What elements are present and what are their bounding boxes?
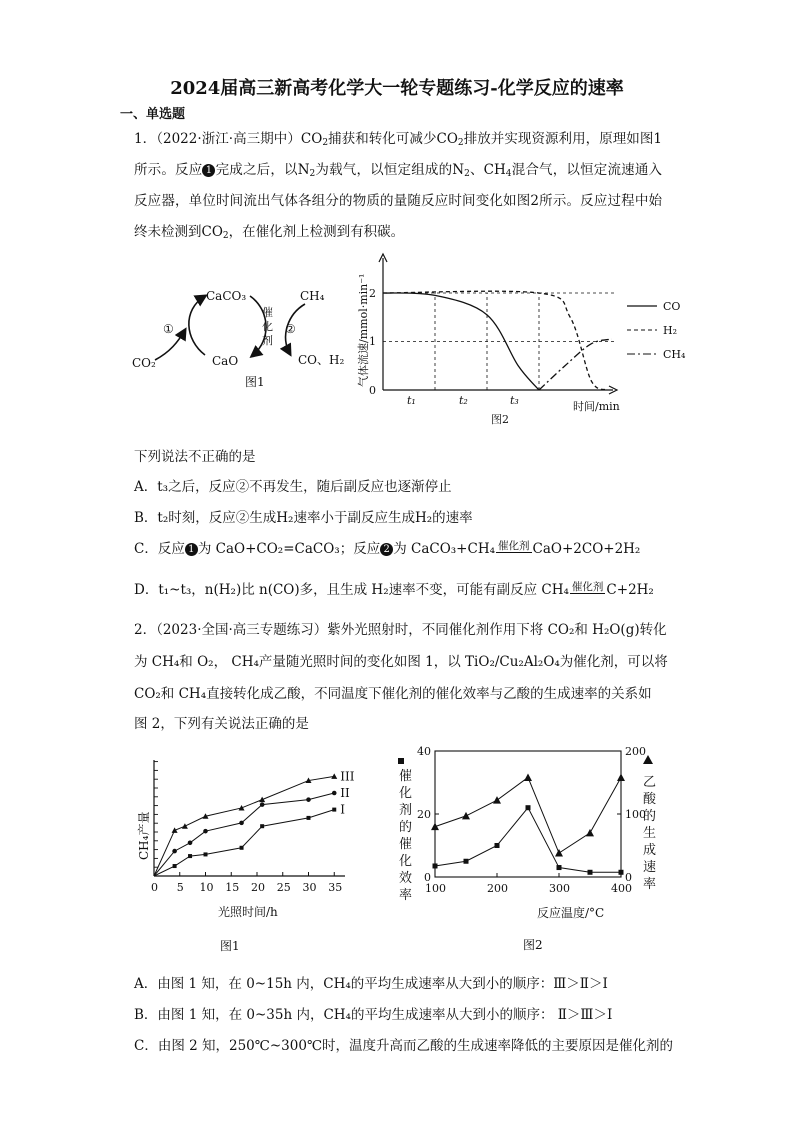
x-tick-label: 5 <box>176 881 184 894</box>
caco3-label: CaCO₃ <box>206 289 247 303</box>
reaction-1-label: ① <box>163 322 174 336</box>
y-left-label-char: 催 <box>399 769 413 784</box>
reaction-2-label: ② <box>285 322 296 336</box>
y-left-label-char: 的 <box>399 820 413 835</box>
q1-option-d[interactable]: D．t₁~t₃，n(H₂)比 n(CO)多，且生成 H₂速率不变，可能有副反应 CH₄ 催化剂 C+2H₂ <box>134 581 654 598</box>
q2-stem-line-1: 2．（2023·全国·高三专题练习）紫外光照射时，不同催化剂作用下将 CO₂和 H₂O(g)转化 <box>134 622 667 638</box>
figure-1-caption: 图1 <box>245 375 265 389</box>
point-marker <box>172 849 177 854</box>
y-left-label-char: 率 <box>399 888 413 903</box>
y-right-label-char: 生 <box>643 826 657 841</box>
square-marker <box>464 859 469 864</box>
legend-co-label: CO <box>663 300 681 313</box>
q1-figure-1 <box>130 280 345 390</box>
y-left-label-char: 化 <box>399 854 413 869</box>
catalyst-char: 化 <box>262 320 273 333</box>
triangle-marker <box>524 773 532 781</box>
x-axis-label: 时间/min <box>573 400 620 413</box>
point-marker <box>203 829 208 834</box>
point-marker <box>173 864 177 868</box>
point-marker <box>332 791 337 796</box>
point-marker <box>260 802 265 807</box>
products-label: CO、H₂ <box>298 353 345 367</box>
cao-label: CaO <box>212 354 239 368</box>
point-marker <box>172 827 178 833</box>
triangle-marker <box>493 796 501 804</box>
q2-figure-2-chart <box>395 742 670 957</box>
point-marker <box>239 821 244 826</box>
point-marker <box>332 808 336 812</box>
q1-option-a[interactable]: A．t₃之后，反应②不再发生，随后副反应也逐渐停止 <box>134 479 452 495</box>
series-line-ii <box>154 793 334 876</box>
y-left-label-char: 剂 <box>399 803 413 818</box>
section-heading: 一、单选题 <box>120 107 186 122</box>
y-left-label-char: 效 <box>399 871 413 886</box>
question-1-ask: 下列说法不正确的是 <box>134 449 256 465</box>
ch4-label: CH₄ <box>300 289 325 303</box>
x-tick-label: 35 <box>328 881 343 894</box>
y-left-tick-label: 40 <box>417 745 431 758</box>
series-line-iii <box>154 776 334 876</box>
x-tick: t₁ <box>407 394 416 407</box>
x-tick-label: 0 <box>151 881 158 894</box>
square-marker <box>495 843 500 848</box>
figure-2-caption: 图2 <box>491 413 509 426</box>
y-right-tick-label: 200 <box>625 745 646 758</box>
y-right-tick-label: 100 <box>625 808 646 821</box>
triangle-marker <box>462 812 470 820</box>
y-tick: 2 <box>369 287 376 300</box>
square-marker <box>588 870 593 875</box>
cycle-arrow-left <box>189 296 205 355</box>
x-tick-label: 25 <box>276 881 291 894</box>
reaction-1-marker: 1 <box>185 543 198 556</box>
point-marker <box>188 841 193 846</box>
square-marker-key <box>398 758 404 764</box>
plot-frame <box>435 751 621 877</box>
x-tick-label: 15 <box>225 881 240 894</box>
figure-1-caption: 图1 <box>220 939 240 953</box>
page-title: 2024届高三新高考化学大一轮专题练习-化学反应的速率 <box>170 78 624 99</box>
y-axis-label: CH₄产量 <box>137 811 151 860</box>
q2-option-a[interactable]: A．由图 1 知，在 0~15h 内，CH₄的平均生成速率从大到小的顺序：Ⅲ＞Ⅱ＞Ⅰ <box>134 976 608 992</box>
x-tick-label: 10 <box>199 881 214 894</box>
square-marker <box>557 865 562 870</box>
y-right-label-char: 的 <box>643 809 657 824</box>
point-marker <box>239 805 245 811</box>
y-left-label-char: 催 <box>399 837 413 852</box>
y-left-tick-label: 0 <box>424 871 431 884</box>
series-label: III <box>340 769 355 784</box>
x-axis-label: 光照时间/h <box>218 905 278 919</box>
q1-figure-2-chart <box>355 252 690 430</box>
q2-option-c[interactable]: C．由图 2 知，250℃~300℃时，温度升高而乙酸的生成速率降低的主要原因是催化剂的 <box>134 1038 674 1054</box>
point-marker <box>182 823 188 829</box>
point-marker <box>260 824 264 828</box>
triangle-marker <box>586 829 594 837</box>
series-label: I <box>340 802 345 817</box>
y-left-tick-label: 20 <box>417 808 431 821</box>
figure-2-caption: 图2 <box>523 938 543 952</box>
question-1-stem: 1．（2022·浙江·高三期中）$CO_2$捕获和转化可减少$CO_2$排放并实现资源利用，原理如图1所示。反应 1 完成之后，以$N_2$为载气，以恒定组成的$N_2$、$CH_4$混合气，以恒定流速通入反应器，单位时间流出气体各组分的物质的量随反应时间变化如图2所示。反应过程中始终未检测到$CO_2$，在催化剂上检测到有积碳。 <box>134 131 663 241</box>
triangle-marker <box>555 849 563 857</box>
point-marker <box>188 854 192 858</box>
point-marker <box>306 797 311 802</box>
reaction-1-marker: 1 <box>202 164 215 177</box>
co2-label: CO₂ <box>132 356 156 370</box>
square-marker <box>619 870 624 875</box>
y-axis-label: 气体流速/mmol·min⁻¹ <box>357 273 370 387</box>
y-right-label-char: 乙 <box>643 775 657 790</box>
catalyst-char: 催 <box>262 306 273 319</box>
point-marker <box>204 852 208 856</box>
triangle-marker <box>617 773 625 781</box>
point-marker <box>307 816 311 820</box>
x-tick-label: 100 <box>425 882 446 895</box>
q2-stem-line-3: CO₂和 CH₄直接转化成乙酸，不同温度下催化剂的催化效率与乙酸的生成速率的关系如 <box>134 686 652 702</box>
y-right-label-char: 率 <box>643 877 657 892</box>
x-axis-label: 反应温度/°C <box>537 906 605 920</box>
x-tick: t₃ <box>510 394 519 407</box>
catalyst-char: 剂 <box>262 334 273 347</box>
x-tick-label: 200 <box>487 882 508 895</box>
y-tick: 0 <box>369 384 376 397</box>
q2-stem-line-2: 为 CH₄和 O₂， CH₄产量随光照时间的变化如图 1，以 TiO₂/Cu₂Al₂O₄为催化剂，可以将 <box>134 654 668 670</box>
q1-option-c[interactable]: C．反应 1 为 CaO+CO₂=CaCO₃；反应 2 为 CaCO₃+CH₄ 催化剂 CaO+2CO+2H₂ <box>134 540 641 557</box>
x-tick-label: 20 <box>251 881 265 894</box>
y-right-label-char: 酸 <box>643 792 657 807</box>
legend-h2-label: H₂ <box>663 324 678 337</box>
series-label: II <box>340 786 350 800</box>
q2-stem-line-4: 图 2，下列有关说法正确的是 <box>134 716 309 732</box>
x-tick-label: 300 <box>549 882 570 895</box>
catalyst-condition: 催化剂 <box>498 540 530 552</box>
catalyst-condition: 催化剂 <box>571 581 604 593</box>
series-line-h2 <box>383 291 607 390</box>
x-tick-label: 400 <box>611 882 632 895</box>
series-line-ch4 <box>539 339 612 390</box>
y-right-label-char: 成 <box>643 843 657 858</box>
x-tick-label: 30 <box>302 881 317 894</box>
y-right-tick-label: 0 <box>625 871 632 884</box>
legend-ch4-label: CH₄ <box>663 348 686 361</box>
point-marker <box>240 846 244 850</box>
x-tick: t₂ <box>459 394 468 407</box>
q2-option-b[interactable]: B．由图 1 知，在 0~35h 内，CH₄的平均生成速率从大到小的顺序： Ⅱ＞Ⅲ＞Ⅰ <box>134 1007 613 1023</box>
y-right-label-char: 速 <box>643 860 657 875</box>
y-left-label-char: 化 <box>399 786 413 801</box>
point-marker <box>331 773 337 779</box>
q2-figure-1-chart <box>130 752 370 957</box>
reaction-2-marker: 2 <box>380 543 393 556</box>
point-marker <box>259 797 265 803</box>
square-marker <box>526 805 531 810</box>
triangle-marker <box>431 823 439 831</box>
q1-option-b[interactable]: B．t₂时刻，反应②生成H₂速率小于副反应生成H₂的速率 <box>134 510 473 526</box>
y-tick: 1 <box>369 335 376 348</box>
square-marker <box>433 863 438 868</box>
acetic-acid-rate-line <box>435 777 621 853</box>
